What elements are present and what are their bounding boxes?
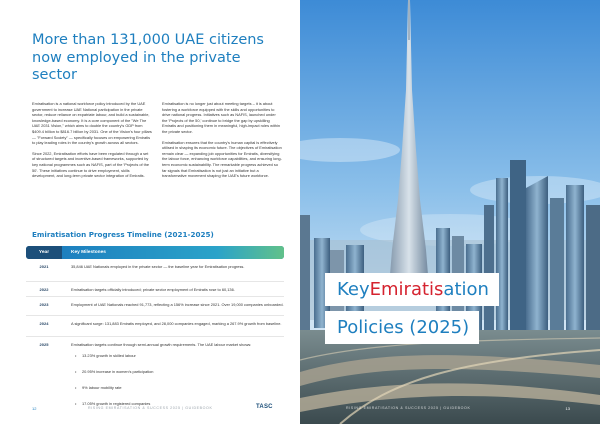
right-page	[300, 0, 600, 424]
row-year: 2025	[39, 342, 49, 347]
footer-text: RISING EMIRATISATION & SUCCESS 2025 | GUIDEBOOK	[346, 406, 471, 410]
table-row	[26, 282, 284, 297]
body-column-1	[32, 101, 152, 184]
timeline-table	[26, 246, 284, 421]
paragraph: Since 2022, Emiratisation efforts have been regulated through a set of structured targets and incentive-based frameworks, supported by key national programmes such as NAFIS, part of the 'Projects of the 50'. These initiatives continue to drive employment, skills development, and long-term private sector integration of Emiratis.	[32, 150, 150, 179]
header-year: Year	[26, 246, 62, 259]
row-year: 2022	[39, 287, 49, 292]
title-line-1	[325, 273, 499, 306]
table-header	[26, 246, 284, 259]
row-year: 2023	[39, 302, 49, 307]
footer-left	[0, 404, 300, 416]
footer-text: RISING EMIRATISATION & SUCCESS 2025 | GUIDEBOOK	[88, 406, 213, 410]
title-accent: Emiratis	[369, 279, 444, 300]
footer-right	[300, 404, 600, 416]
list-item: • 17.05% growth in registered companies	[75, 401, 284, 406]
page-headline: More than 131,000 UAE citizens now employed in the private sector	[32, 32, 264, 83]
row-text: Emiratisation targets officially introduced; private sector employment of Emiratis rose to 60,136.	[71, 286, 235, 292]
page-number: 12	[32, 406, 37, 411]
table-row	[26, 316, 284, 337]
table-row	[26, 297, 284, 316]
row-year: 2021	[39, 264, 49, 269]
row-text: 35,846 UAE Nationals employed in the private sector — the baseline year for Emiratisation progress.	[71, 263, 245, 269]
timeline-title: Emiratisation Progress Timeline (2021-2025)	[32, 230, 214, 239]
table-row	[26, 259, 284, 282]
list-item: • 13.23% growth in skilled labour	[75, 353, 284, 358]
title-part: Key	[337, 279, 370, 300]
title-line-2: Policies (2025)	[325, 311, 479, 344]
page-number: 13	[565, 406, 570, 411]
title-part: ation	[443, 279, 489, 300]
row-text: Employment of UAE Nationals reached 91,773, reflecting a 156% increase since 2021. Over 19,000 companies onboarded.	[71, 301, 284, 307]
tasc-logo: TASC	[256, 404, 273, 410]
body-columns	[32, 101, 282, 184]
header-milestones: Key Milestones	[62, 246, 284, 259]
bullet-list	[71, 353, 284, 406]
row-year: 2024	[39, 321, 49, 326]
dubai-skyline-photo	[300, 0, 600, 424]
body-column-2	[162, 101, 282, 184]
row-text: Emiratisation targets continue through semi-annual growth requirements. The UAE labour market shows:	[71, 341, 252, 347]
paragraph: Emiratisation ensures that the country's human capital is effectively utilised in shaping its economic future. The objectives of Emiratisation remain clear — expanding job opportunities for Emiratis, diversifying the labour force, enhancing workforce capabilities, and ensuring long-term economic sustainability. The remarkable progress achieved so far signals that Emiratisation is not just an initiative but a transformative movement shaping the UAE's future workforce.	[162, 139, 282, 179]
list-item: • 20.95% increase in women's participation	[75, 369, 284, 374]
paragraph: Emiratisation is a national workforce policy introduced by the UAE government to increase UAE National participation in the private sector, reduce reliance on expatriate labour, and build a sustainable, knowledge-based economy. It is a core component of the "We The UAE 2031 Vision," which aims to double the country's GDP from $409.4 billion to $816.7 billion by 2031. One of the Vision's four pillars — "Forward Society" — specifically focuses on empowering Emiratis to play leading roles in the country's growth across all sectors.	[32, 101, 152, 146]
paragraph: Emiratisation is no longer just about meeting targets – it is about fostering a workforce equipped with the skills and opportunities to drive national progress. Initiatives such as NAFIS, launched under the 'Projects of the 50,' continue to bridge the gap by upskilling Emiratis and positioning them in meaningful, high-impact roles within the private sector.	[162, 101, 281, 134]
list-item: • 9% labour mobility rate	[75, 385, 284, 390]
row-text: A significant surge: 131,883 Emiratis employed, and 28,000 companies engaged, marking a 267.9% growth from baseline.	[71, 320, 282, 326]
